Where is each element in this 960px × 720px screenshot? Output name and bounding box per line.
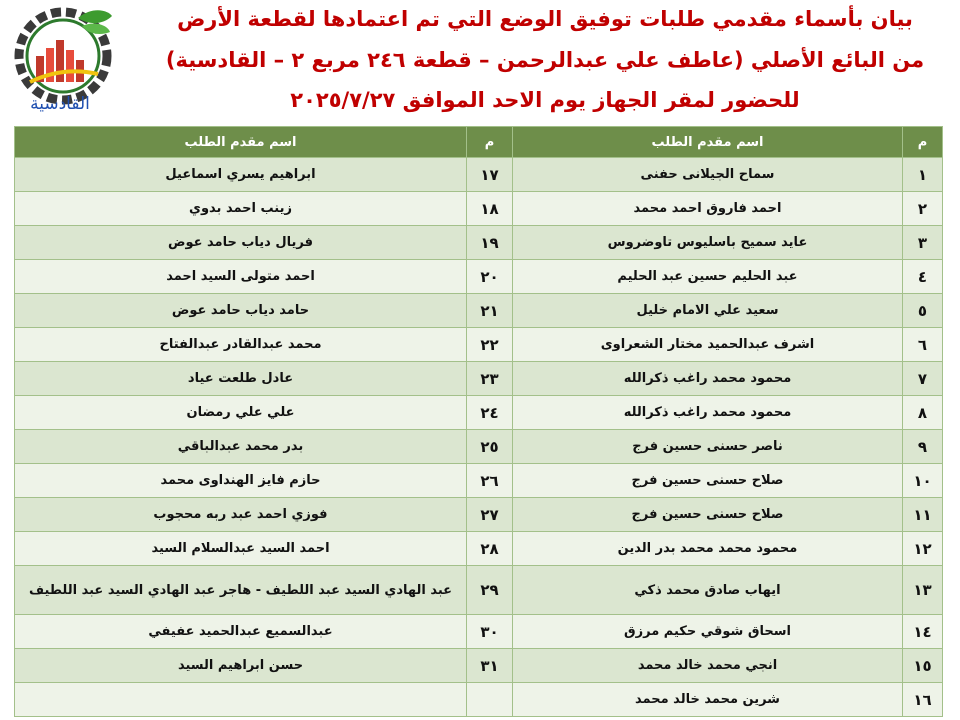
applicant-name: صلاح حسنى حسين فرج bbox=[513, 464, 903, 498]
applicants-table bbox=[14, 126, 943, 717]
title-line-2: من البائع الأصلي (عاطف علي عبدالرحمن – قطعة ٢٤٦ مربع ٢ – القادسية) bbox=[165, 48, 925, 72]
row-number: ٢٧ bbox=[467, 498, 513, 532]
table-row bbox=[15, 260, 943, 294]
row-number: ١٢ bbox=[903, 532, 943, 566]
row-number: ٣ bbox=[903, 226, 943, 260]
row-number: ١٦ bbox=[903, 683, 943, 717]
applicant-name: عبد الهادي السيد عبد اللطيف - هاجر عبد الهادي السيد عبد اللطيف bbox=[15, 566, 467, 615]
applicant-name: محمود محمد راغب ذكرالله bbox=[513, 396, 903, 430]
applicant-name: صلاح حسنى حسين فرج bbox=[513, 498, 903, 532]
row-number: ١١ bbox=[903, 498, 943, 532]
col-header-num-2: م bbox=[467, 127, 513, 158]
row-number: ١٩ bbox=[467, 226, 513, 260]
applicant-name: سماح الجيلانى حفنى bbox=[513, 158, 903, 192]
applicant-name: احمد متولى السيد احمد bbox=[15, 260, 467, 294]
row-number: ٦ bbox=[903, 328, 943, 362]
applicant-name: محمد عبدالقادر عبدالفتاح bbox=[15, 328, 467, 362]
applicant-name: عبد الحليم حسين عبد الحليم bbox=[513, 260, 903, 294]
row-number: ١٨ bbox=[467, 192, 513, 226]
table-row bbox=[15, 683, 943, 717]
title-line-1: بيان بأسماء مقدمي طلبات توفيق الوضع التي تم اعتمادها لقطعة الأرض bbox=[177, 7, 913, 31]
col-header-name-2: اسم مقدم الطلب bbox=[15, 127, 467, 158]
row-number: ١ bbox=[903, 158, 943, 192]
table-row bbox=[15, 532, 943, 566]
applicant-name: حازم فايز الهنداوى محمد bbox=[15, 464, 467, 498]
col-header-name-1: اسم مقدم الطلب bbox=[513, 127, 903, 158]
row-number: ٢٩ bbox=[467, 566, 513, 615]
row-number: ١٣ bbox=[903, 566, 943, 615]
table-row bbox=[15, 430, 943, 464]
applicant-name: عبدالسميع عبدالحميد عفيفي bbox=[15, 615, 467, 649]
applicant-name: انجي محمد خالد محمد bbox=[513, 649, 903, 683]
applicant-name: فريال دياب حامد عوض bbox=[15, 226, 467, 260]
document-header bbox=[0, 0, 960, 122]
table-row bbox=[15, 464, 943, 498]
table-row bbox=[15, 566, 943, 615]
row-number: ٩ bbox=[903, 430, 943, 464]
applicant-name: حسن ابراهيم السيد bbox=[15, 649, 467, 683]
row-number: ١٤ bbox=[903, 615, 943, 649]
applicant-name: بدر محمد عبدالباقي bbox=[15, 430, 467, 464]
row-number: ٤ bbox=[903, 260, 943, 294]
table-row bbox=[15, 226, 943, 260]
applicant-name: شرين محمد خالد محمد bbox=[513, 683, 903, 717]
applicant-name: اسحاق شوقي حكيم مرزق bbox=[513, 615, 903, 649]
row-number: ٨ bbox=[903, 396, 943, 430]
row-number: ٢٤ bbox=[467, 396, 513, 430]
applicant-name: احمد فاروق احمد محمد bbox=[513, 192, 903, 226]
table-header-row bbox=[15, 127, 943, 158]
applicant-name: حامد دياب حامد عوض bbox=[15, 294, 467, 328]
table-row bbox=[15, 649, 943, 683]
applicant-name: زينب احمد بدوي bbox=[15, 192, 467, 226]
row-number: ٢١ bbox=[467, 294, 513, 328]
table-row bbox=[15, 615, 943, 649]
row-number: ٧ bbox=[903, 362, 943, 396]
applicant-name: فوزي احمد عبد ربه محجوب bbox=[15, 498, 467, 532]
table-row bbox=[15, 362, 943, 396]
table-row bbox=[15, 498, 943, 532]
applicant-name: محمود محمد محمد بدر الدين bbox=[513, 532, 903, 566]
logo-caption: القادسية bbox=[30, 94, 90, 114]
row-number: ٥ bbox=[903, 294, 943, 328]
applicant-name: اشرف عبدالحميد مختار الشعراوى bbox=[513, 328, 903, 362]
table-row bbox=[15, 158, 943, 192]
table-row bbox=[15, 396, 943, 430]
row-number: ٢٠ bbox=[467, 260, 513, 294]
applicant-name: احمد السيد عبدالسلام السيد bbox=[15, 532, 467, 566]
col-header-num-1: م bbox=[903, 127, 943, 158]
applicant-name: محمود محمد راغب ذكرالله bbox=[513, 362, 903, 396]
row-number: ١٥ bbox=[903, 649, 943, 683]
applicant-name: ناصر حسنى حسين فرج bbox=[513, 430, 903, 464]
row-number: ٢٢ bbox=[467, 328, 513, 362]
applicant-name: عادل طلعت عياد bbox=[15, 362, 467, 396]
applicant-name: عايد سميح باسليوس تاوضروس bbox=[513, 226, 903, 260]
row-number: ٣٠ bbox=[467, 615, 513, 649]
table-row bbox=[15, 192, 943, 226]
table-row bbox=[15, 294, 943, 328]
row-number: ١٠ bbox=[903, 464, 943, 498]
row-number: ٢ bbox=[903, 192, 943, 226]
applicant-name: علي علي رمضان bbox=[15, 396, 467, 430]
row-number: ٢٥ bbox=[467, 430, 513, 464]
applicant-name bbox=[15, 683, 467, 717]
applicant-name: ابراهيم يسري اسماعيل bbox=[15, 158, 467, 192]
row-number: ٢٣ bbox=[467, 362, 513, 396]
row-number: ١٧ bbox=[467, 158, 513, 192]
row-number bbox=[467, 683, 513, 717]
title-line-3: للحضور لمقر الجهاز يوم الاحد الموافق ٢٠٢٥/٧/٢٧ bbox=[290, 88, 800, 112]
table-row bbox=[15, 328, 943, 362]
row-number: ٢٨ bbox=[467, 532, 513, 566]
row-number: ٣١ bbox=[467, 649, 513, 683]
row-number: ٢٦ bbox=[467, 464, 513, 498]
applicant-name: ايهاب صادق محمد ذكي bbox=[513, 566, 903, 615]
applicant-name: سعيد علي الامام خليل bbox=[513, 294, 903, 328]
